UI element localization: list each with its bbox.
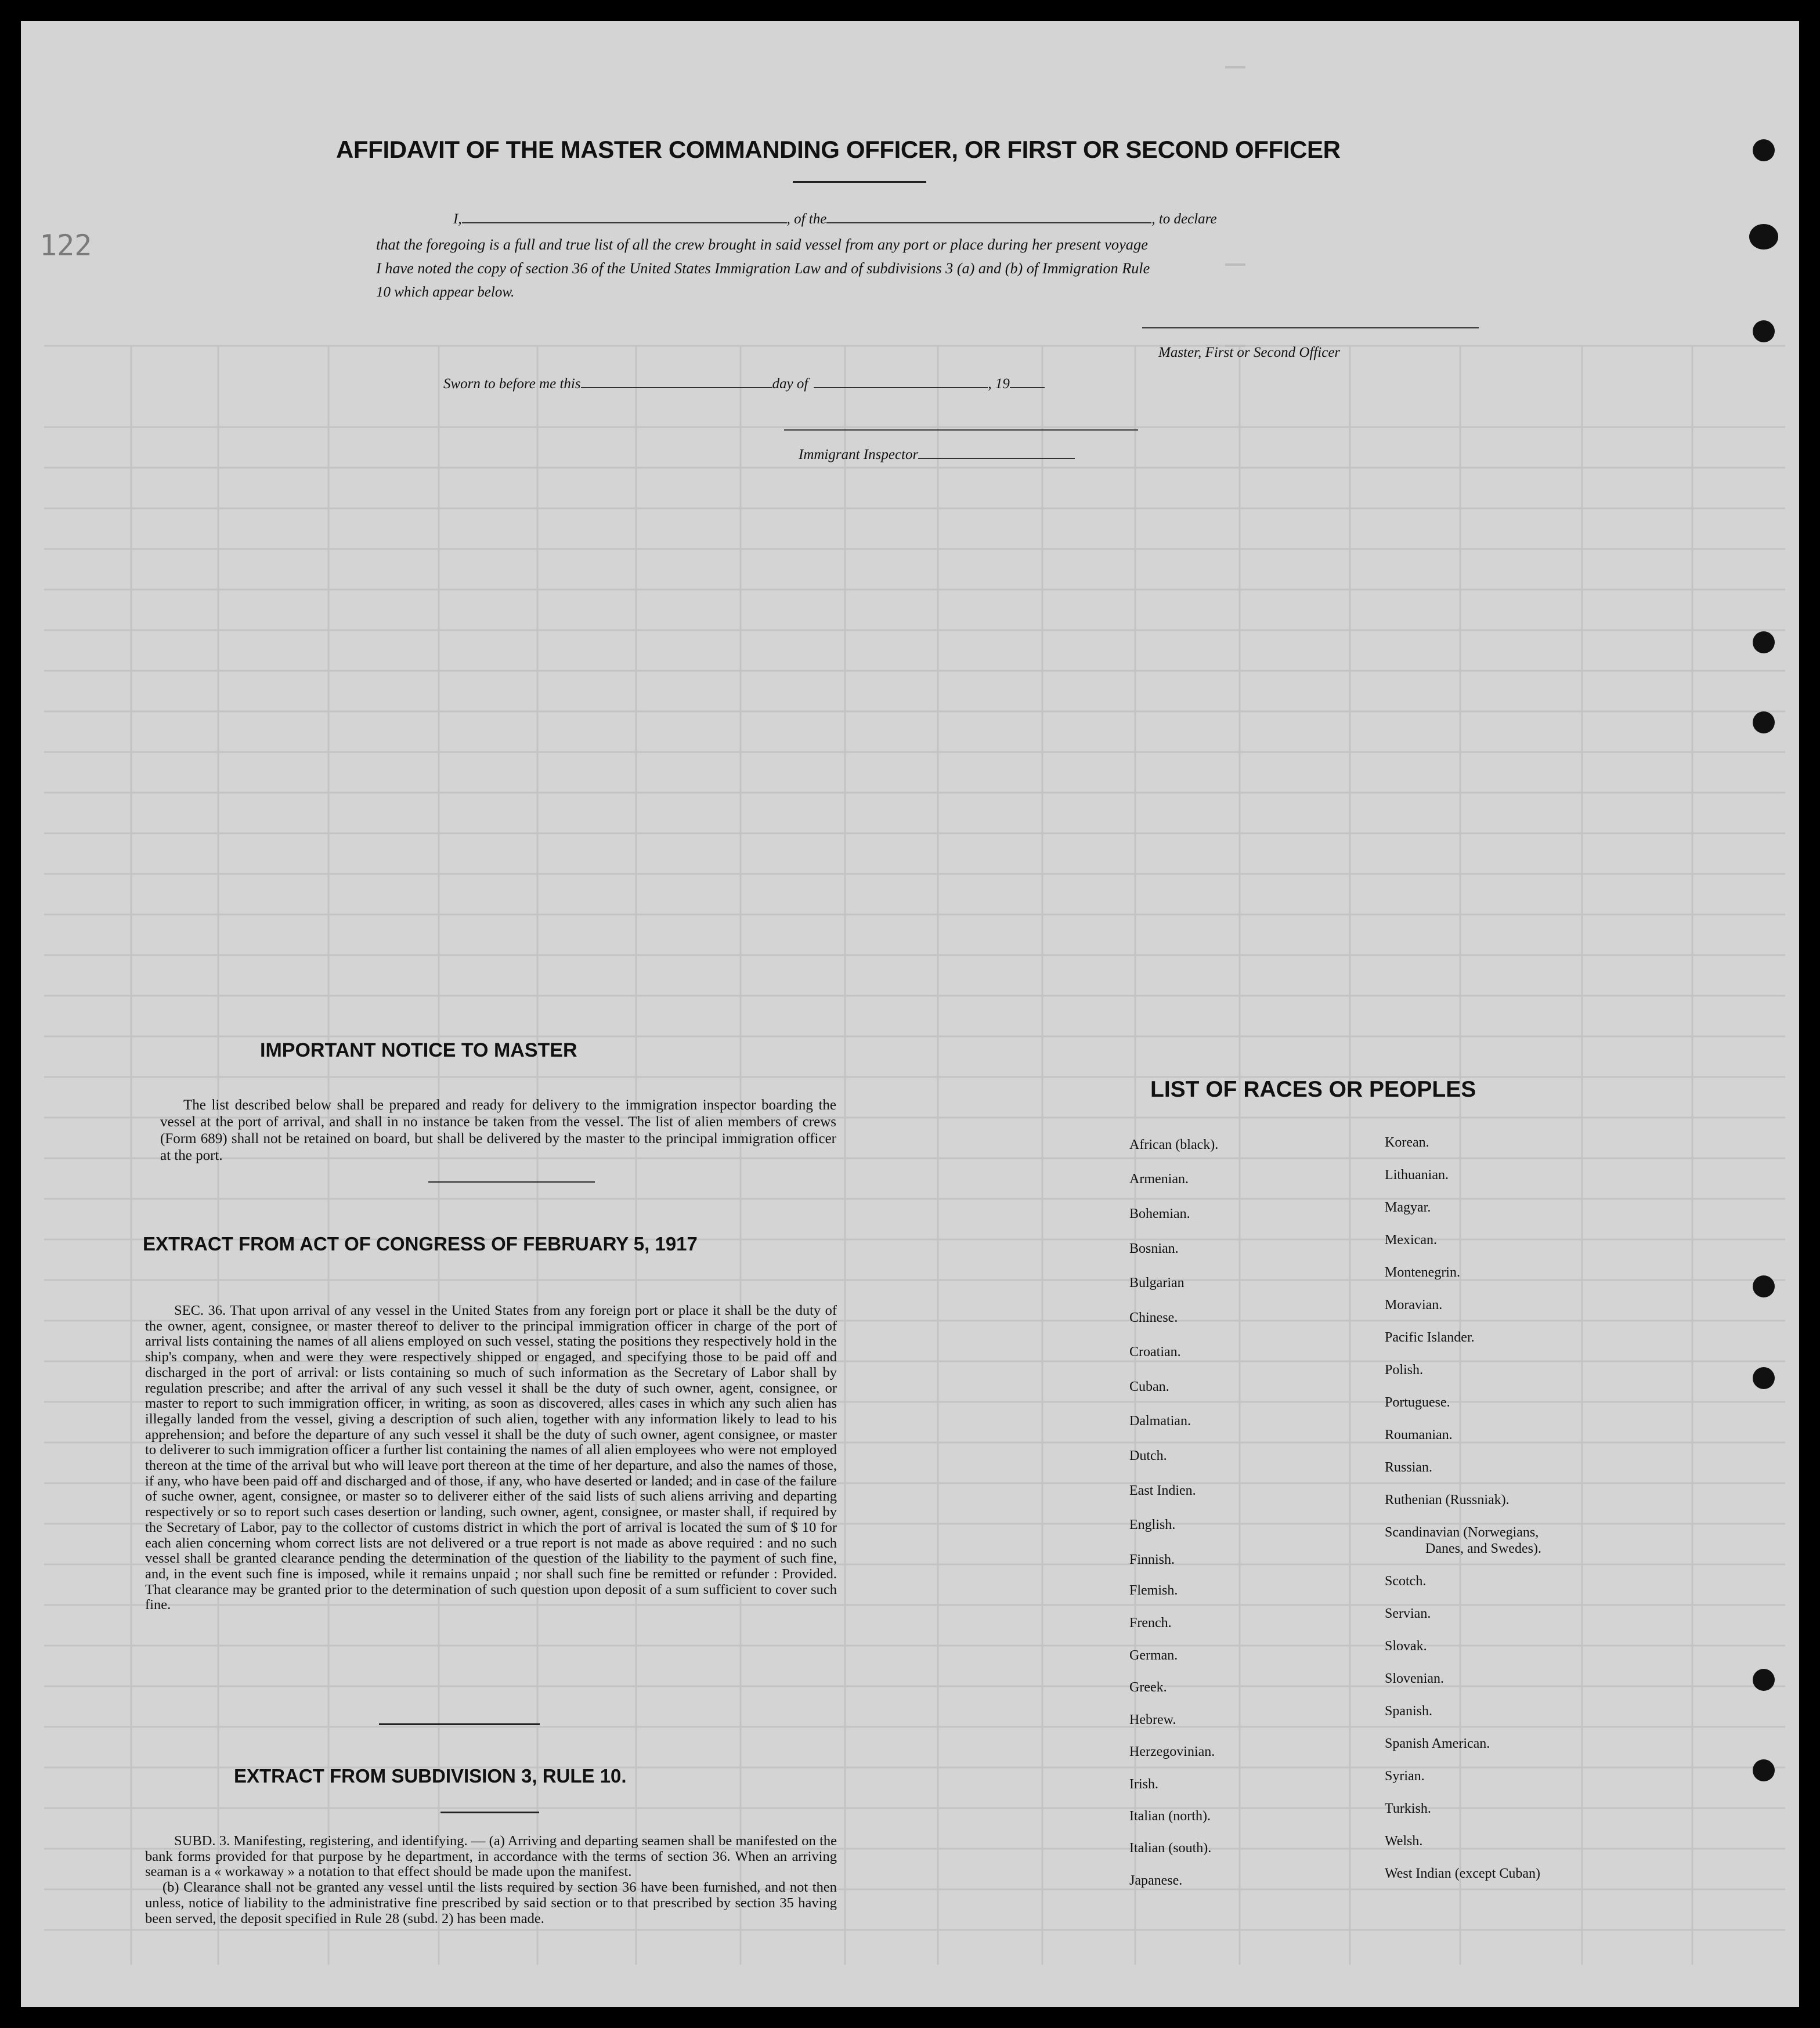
race-item: Russian. — [1385, 1460, 1433, 1475]
race-item: Ruthenian (Russniak). — [1385, 1492, 1510, 1508]
race-item: Mexican. — [1385, 1232, 1437, 1248]
name-field[interactable] — [462, 222, 787, 223]
declaration-line-1: that the foregoing is a full and true list of all the crew brought in said vessel from any port or place during her present voyage — [376, 236, 1148, 253]
race-item: Cuban. — [1129, 1379, 1169, 1394]
inspector-fields — [799, 447, 1075, 463]
race-item: Magyar. — [1385, 1200, 1431, 1215]
race-item: Slovak. — [1385, 1639, 1427, 1654]
race-item: Servian. — [1385, 1606, 1431, 1621]
punch-hole — [1753, 1759, 1775, 1781]
divider — [440, 1812, 539, 1813]
divider — [793, 181, 926, 183]
year-label: , 19 — [988, 376, 1010, 392]
race-item: Danes, and Swedes). — [1425, 1541, 1541, 1556]
race-item: Slovenian. — [1385, 1671, 1444, 1686]
race-item: Hebrew. — [1129, 1712, 1176, 1727]
race-item: Scandinavian (Norwegians, — [1385, 1525, 1539, 1540]
divider — [379, 1723, 540, 1725]
race-item: Dalmatian. — [1129, 1414, 1191, 1429]
race-item: Bosnian. — [1129, 1241, 1179, 1256]
race-item: Dutch. — [1129, 1448, 1167, 1463]
race-item: Irish. — [1129, 1777, 1158, 1792]
race-item: Croatian. — [1129, 1344, 1181, 1360]
punch-hole — [1753, 1669, 1775, 1691]
inspector-field[interactable] — [918, 458, 1075, 459]
punch-hole — [1753, 711, 1775, 733]
race-item: Spanish American. — [1385, 1736, 1490, 1751]
declaration-fields — [453, 211, 1217, 227]
document-page — [21, 21, 1799, 2007]
race-item: French. — [1129, 1615, 1172, 1631]
sworn-year-field[interactable] — [1010, 387, 1045, 388]
race-item: Montenegrin. — [1385, 1265, 1460, 1280]
i-label: I, — [453, 211, 462, 227]
act-body: SEC. 36. That upon arrival of any vessel in the United States from any foreign port or place it shall be the duty of the owner, agent, consignee, or master thereof to deliver to the principal immigration officer in charge of the port of arrival lists containing the names of all aliens employed on such vessel, stating the positions they respectively hold in the ship's company, when and were they were respectively shipped or engaged, and specifying those to be paid off and discharged in the port of arrival: or lists containing so much of such information as the Secretary of Labor shall by regulation prescribe; and after the arrival of any such vessel it shall be the duty of such owner, agent, consignee, or master to report to such immigration officer, in writing, as soon as discovered, alles cases in which any such alien has illegally landed from the vessel, giving a description of such alien, together with any information likely to lead to his apprehension; and before the departure of any such vessel it shall be the duty of such owner, agent consignee, or master to deliverer to such immigration officer a further list containing the names of all alien employees who were not employed thereon at the time of the arrival but who will leave port thereon at the time of her departure, and also the names of those, if any, who have been paid off and discharged and of those, if any, who have deserted or landed; and in case of the failure of suche owner, agent, consignee, or master so to deliverer either of the said lists of such aliens arriving and departing respectively or so to report such cases desertion or landing, such owner, agent, consignee, or master shall, if required by the Secretary of Labor, pay to the collector of customs district in which the port of arrival is located the sum of $ 10 for each alien concerning whom correct lists are not delivered or a true report is not made as above required : and no such vessel shall be granted clearance pending the determination of the question of the liability to the payment of such fine, and, in the event such fine is imposed, while it remains unpaid ; nor shall such fine be remitted or refunder : Provided. That clearance may be granted prior to the determination of such question upon deposit of a sum sufficient to cover such fine. — [145, 1303, 837, 1613]
master-signature-label: Master, First or Second Officer — [1158, 345, 1341, 360]
race-item: West Indian (except Cuban) — [1385, 1866, 1540, 1881]
of-the-label: , of the — [786, 211, 827, 227]
punch-hole — [1753, 320, 1775, 342]
race-item: Finnish. — [1129, 1552, 1175, 1567]
race-item: German. — [1129, 1648, 1178, 1663]
page-number: 122 — [39, 229, 92, 262]
sworn-month-field[interactable] — [814, 387, 988, 388]
notice-heading: IMPORTANT NOTICE TO MASTER — [260, 1039, 577, 1061]
race-item: Pacific Islander. — [1385, 1330, 1475, 1345]
declare-label: , to declare — [1151, 211, 1217, 227]
master-signature-line[interactable] — [1142, 327, 1479, 328]
punch-hole — [1753, 631, 1775, 653]
race-item: Herzegovinian. — [1129, 1744, 1215, 1759]
race-item: East Indien. — [1129, 1483, 1196, 1498]
rule-para-a: SUBD. 3. Manifesting, registering, and identifying. — (a) Arriving and departing seamen shall be manifested on the bank forms provided for that purpose by he department, in accordance with the terms of section 36. When an arriving seaman is a « workaway » a notation to that effect should be made upon the manifest. — [145, 1833, 837, 1880]
declaration-line-3: 10 which appear below. — [376, 284, 515, 300]
race-item: African (black). — [1129, 1137, 1219, 1152]
divider — [428, 1181, 595, 1183]
sworn-label: Sworn to before me this — [443, 376, 581, 392]
race-item: Roumanian. — [1385, 1427, 1453, 1443]
race-item: Italian (south). — [1129, 1841, 1212, 1856]
notice-body: The list described below shall be prepared and ready for delivery to the immigration inspector boarding the vessel at the port of arrival, and shall in no instance be taken from the vessel. The list of alien members of crews (Form 689) shall not be retained on board, but shall be delivered by the master to the principal immigration officer at the port. — [160, 1097, 836, 1163]
vessel-field[interactable] — [826, 222, 1151, 223]
punch-hole — [1753, 1367, 1775, 1389]
race-item: Chinese. — [1129, 1310, 1178, 1325]
race-item: Lithuanian. — [1385, 1167, 1449, 1183]
affidavit-title: AFFIDAVIT OF THE MASTER COMMANDING OFFICER, OR FIRST OR SECOND OFFICER — [336, 136, 1341, 163]
sworn-fields — [443, 376, 1045, 392]
act-heading: EXTRACT FROM ACT OF CONGRESS OF FEBRUARY 5, 1917 — [143, 1233, 698, 1255]
races-heading: LIST OF RACES OR PEOPLES — [1150, 1077, 1476, 1102]
race-item: Italian (north). — [1129, 1809, 1211, 1824]
race-item: English. — [1129, 1517, 1176, 1532]
declaration-line-2: I have noted the copy of section 36 of the United States Immigration Law and of subdivisions 3 (a) and (b) of Immigration Rule — [376, 260, 1150, 277]
race-item: Spanish. — [1385, 1704, 1433, 1719]
race-item: Korean. — [1385, 1135, 1429, 1150]
day-of-label: day of — [772, 376, 808, 392]
race-item: Polish. — [1385, 1362, 1424, 1378]
inspector-label: Immigrant Inspector — [799, 447, 919, 462]
rule-heading: EXTRACT FROM SUBDIVISION 3, RULE 10. — [234, 1765, 627, 1787]
sworn-day-field[interactable] — [581, 387, 772, 388]
race-item: Scotch. — [1385, 1574, 1427, 1589]
race-item: Welsh. — [1385, 1834, 1423, 1849]
race-item: Portuguese. — [1385, 1395, 1450, 1410]
race-item: Turkish. — [1385, 1801, 1431, 1816]
inspector-signature-line[interactable] — [784, 429, 1138, 431]
rule-body — [145, 1834, 837, 1926]
race-item: Bulgarian — [1129, 1275, 1185, 1290]
race-item: Japanese. — [1129, 1873, 1183, 1888]
race-item: Syrian. — [1385, 1769, 1425, 1784]
race-item: Bohemian. — [1129, 1206, 1190, 1221]
show-through-background — [21, 21, 1799, 2007]
punch-hole — [1749, 224, 1778, 250]
rule-para-b: (b) Clearance shall not be granted any vessel until the lists required by section 36 have been furnished, and not then unless, notice of liability to the administrative fine prescribed by said section or to that prescribed by section 35 having been served, the deposit specified in Rule 28 (subd. 2) has been made. — [145, 1879, 837, 1926]
punch-hole — [1753, 1275, 1775, 1297]
race-item: Flemish. — [1129, 1583, 1178, 1598]
punch-hole — [1753, 139, 1775, 161]
race-item: Moravian. — [1385, 1297, 1443, 1313]
race-item: Greek. — [1129, 1680, 1167, 1695]
race-item: Armenian. — [1129, 1172, 1189, 1187]
